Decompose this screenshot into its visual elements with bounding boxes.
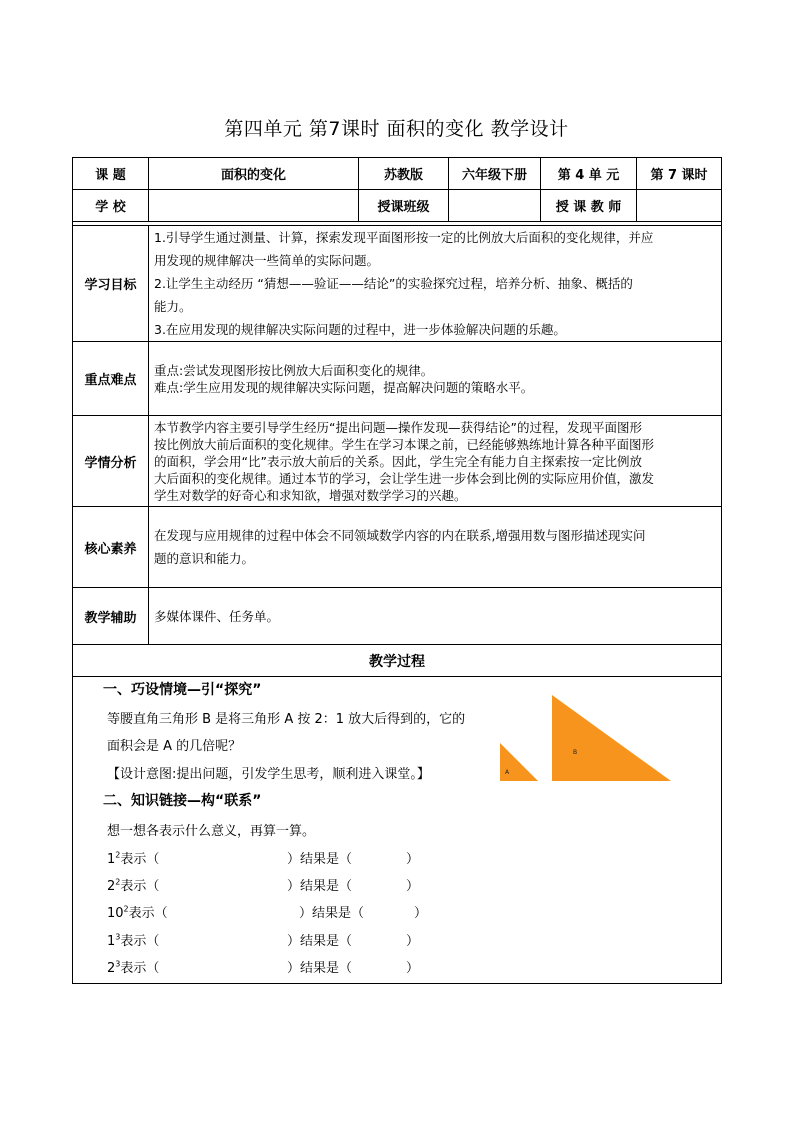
exercise-result: ）结果是（ <box>287 852 353 867</box>
teacher-value <box>637 190 722 222</box>
triangle-b-label: B <box>573 749 578 756</box>
exercise-mean: 表示（ <box>120 879 160 894</box>
exercise-row <box>107 848 159 867</box>
keypoints-label: 重点难点 <box>73 342 149 416</box>
section2-intro: 想一想各表示什么意义，再算一算。 <box>107 824 316 839</box>
triangles-figure <box>493 692 673 788</box>
exercise-base: 2 <box>107 879 116 894</box>
exercise-result: ）结果是（ <box>299 906 365 921</box>
goal-line: 1.引导学生通过测量、计算，探索发现平面图形按一定的比例放大后面积的变化规律，并应 <box>154 230 654 245</box>
header-row-1 <box>73 158 722 190</box>
class-label: 授课班级 <box>359 190 449 222</box>
keypoint-line: 难点:学生应用发现的规律解决实际问题，提高解决问题的策略水平。 <box>154 379 534 395</box>
section1-line2: 面积会是 A 的几倍呢？ <box>107 739 242 754</box>
publisher: 苏教版 <box>359 158 449 190</box>
exercise-exp: 2 <box>123 904 129 914</box>
course-label: 课 题 <box>73 158 149 190</box>
exercise-mean: 表示（ <box>128 906 168 921</box>
exercise-base: 10 <box>107 906 124 921</box>
exercise-mean: 表示（ <box>120 852 160 867</box>
exercise-base: 1 <box>107 934 116 949</box>
analysis-content <box>149 416 722 507</box>
exercise-exp: 3 <box>115 932 121 942</box>
exercise-exp: 2 <box>115 877 121 887</box>
section2-title: 二、知识链接—构“联系” <box>103 793 262 809</box>
goal-line: 3.在应用发现的规律解决实际问题的过程中，进一步体验解决问题的乐趣。 <box>154 322 566 337</box>
keypoints-content <box>149 342 722 416</box>
exercise-row <box>107 875 159 894</box>
goal-line: 能力。 <box>154 299 192 314</box>
goal-line: 2.让学生主动经历 “猜想——验证——结论”的实验探究过程，培养分析、抽象、概括的 <box>154 276 633 291</box>
exercise-row <box>107 930 159 949</box>
triangle-a-label: A <box>505 769 510 776</box>
header-row-2 <box>73 190 722 222</box>
literacy-label: 核心素养 <box>73 507 149 588</box>
exercise-exp: 3 <box>115 959 121 969</box>
analysis-row <box>73 416 722 507</box>
teacher-label: 授 课 教 师 <box>541 190 637 222</box>
process-content <box>73 677 722 984</box>
lesson-number: 第 7 课时 <box>637 158 722 190</box>
goals-row <box>73 226 722 342</box>
course-value: 面积的变化 <box>149 158 359 190</box>
literacy-content <box>149 507 722 588</box>
aids-content: 多媒体课件、任务单。 <box>149 588 722 645</box>
exercise-base: 1 <box>107 852 116 867</box>
section1-title: 一、巧设情境—引“探究” <box>103 682 262 698</box>
process-row <box>73 677 722 984</box>
aids-row <box>73 588 722 645</box>
exercise-end: ） <box>406 852 420 867</box>
exercise-row <box>107 957 159 976</box>
keypoints-row <box>73 342 722 416</box>
goal-line: 用发现的规律解决一些简单的实际问题。 <box>154 253 380 268</box>
school-label: 学 校 <box>73 190 149 222</box>
exercise-end: ） <box>406 879 420 894</box>
section1-line1: 等腰直角三角形 B 是将三角形 A 按 2：1 放大后得到的，它的 <box>107 712 466 727</box>
process-title: 教学过程 <box>73 645 722 677</box>
lesson-plan-table <box>72 157 722 984</box>
page-title: 第四单元 第7课时 面积的变化 教学设计 <box>224 118 569 140</box>
process-title-row <box>73 645 722 677</box>
exercise-exp: 2 <box>115 850 121 860</box>
exercise-end: ） <box>406 961 420 976</box>
aids-label: 教学辅助 <box>73 588 149 645</box>
analysis-line: 本节教学内容主要引导学生经历“提出问题—操作发现—获得结论”的过程，发现平面图形 <box>154 419 642 435</box>
exercise-result: ）结果是（ <box>287 879 353 894</box>
unit: 第 4 单 元 <box>541 158 637 190</box>
analysis-line: 的面积，学会用“比”表示放大前后的关系。因此，学生完全有能力自主探索按一定比例放 <box>154 453 642 469</box>
keypoint-line: 重点:尝试发现图形按比例放大后面积变化的规律。 <box>154 362 434 378</box>
school-value <box>149 190 359 222</box>
analysis-line: 按比例放大前后面积的变化规律。学生在学习本课之前，已经能够熟练地计算各种平面图形 <box>154 436 655 452</box>
exercise-end: ） <box>406 934 420 949</box>
exercise-mean: 表示（ <box>120 961 160 976</box>
analysis-line: 学生对数学的好奇心和求知欲，增强对数学学习的兴趣。 <box>154 487 467 503</box>
literacy-line: 题的意识和能力。 <box>154 551 255 566</box>
grade: 六年级下册 <box>449 158 541 190</box>
exercise-mean: 表示（ <box>120 934 160 949</box>
goals-label: 学习目标 <box>73 226 149 342</box>
literacy-row <box>73 507 722 588</box>
analysis-label: 学情分析 <box>73 416 149 507</box>
exercise-end: ） <box>414 906 428 921</box>
goals-content <box>149 226 722 342</box>
exercise-base: 2 <box>107 961 116 976</box>
section1-note: 【设计意图:提出问题，引发学生思考，顺利进入课堂。】 <box>107 767 430 782</box>
exercise-result: ）结果是（ <box>287 961 353 976</box>
exercise-result: ）结果是（ <box>287 934 353 949</box>
triangle-b <box>552 695 671 781</box>
analysis-line: 大后面积的变化规律。通过本节的学习，会让学生进一步体会到比例的实际应用价值，激发 <box>154 470 655 486</box>
class-value <box>449 190 541 222</box>
exercise-row <box>107 902 168 921</box>
literacy-line: 在发现与应用规律的过程中体会不同领域数学内容的内在联系,增强用数与图形描述现实问 <box>154 528 646 543</box>
